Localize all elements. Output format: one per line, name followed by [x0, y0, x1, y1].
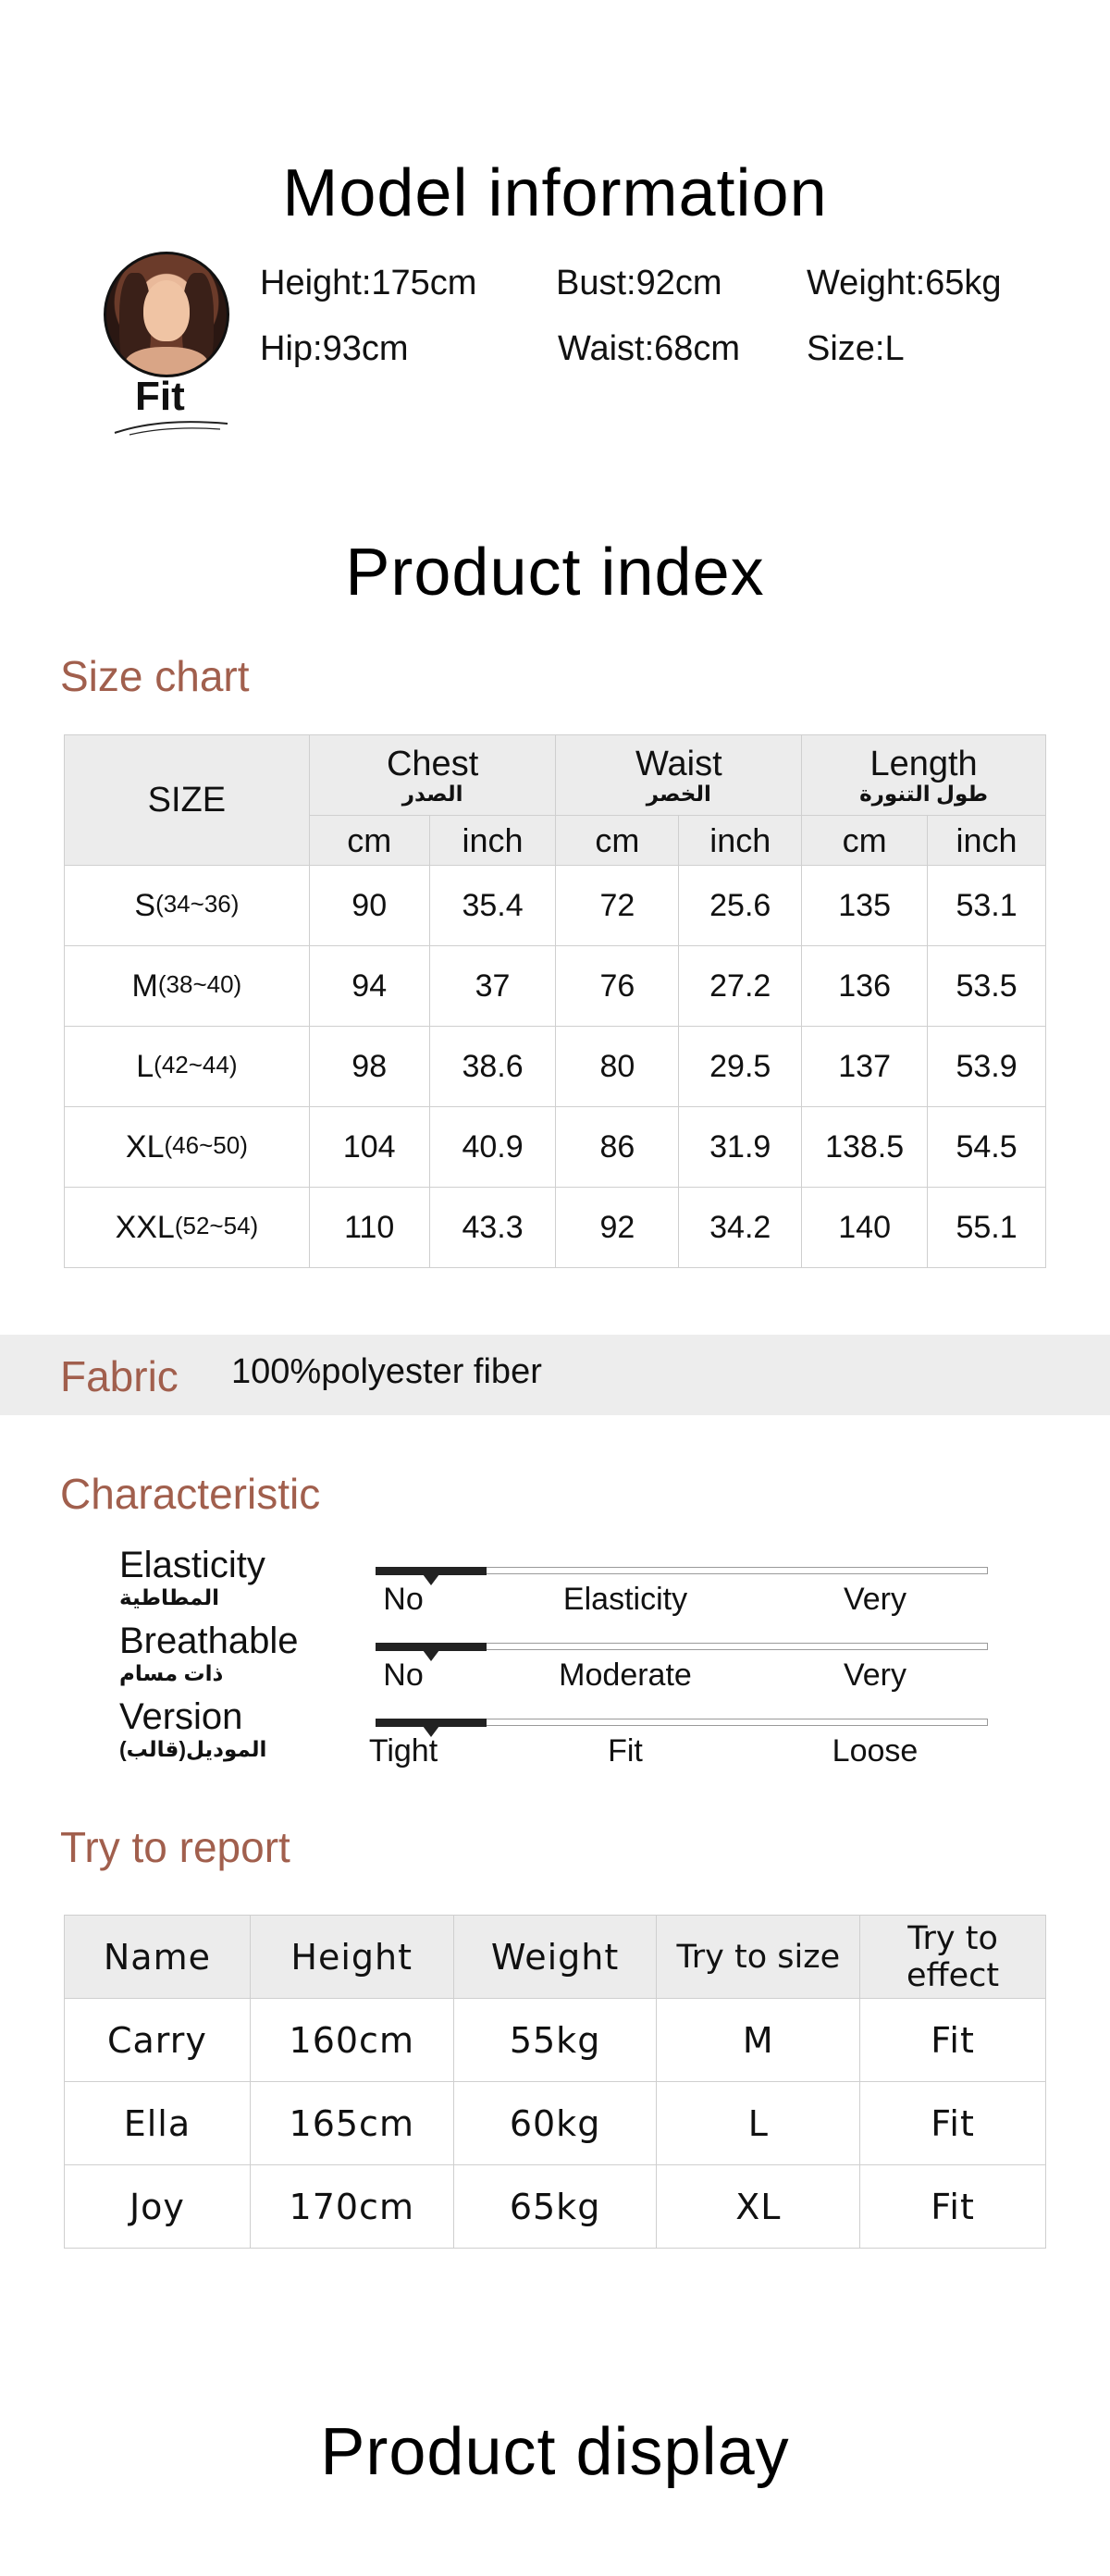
size-row [65, 946, 1046, 1027]
chest-header: Chest الصدر [309, 735, 556, 816]
measurement-cell: 90 [309, 866, 429, 946]
try-report-label: Try to report [60, 1823, 290, 1871]
measurement-cell: 92 [556, 1188, 679, 1268]
measurement-cell: 54.5 [928, 1107, 1046, 1188]
measurement-cell: 80 [556, 1027, 679, 1107]
size-cell: L(42~44) [65, 1027, 310, 1107]
report-cell: Fit [860, 2165, 1046, 2249]
unit-header: inch [928, 816, 1046, 866]
size-cell: S(34~36) [65, 866, 310, 946]
report-cell: Ella [65, 2082, 251, 2165]
characteristic-scale-label: Very [843, 1658, 907, 1693]
measurement-cell: 76 [556, 946, 679, 1027]
report-cell: Joy [65, 2165, 251, 2249]
report-row [65, 2165, 1046, 2249]
characteristic-scale-label: Elasticity [562, 1582, 688, 1617]
measurement-cell: 35.4 [429, 866, 556, 946]
report-cell: 170cm [250, 2165, 453, 2249]
size-cell: XL(46~50) [65, 1107, 310, 1188]
unit-header: inch [679, 816, 802, 866]
length-header: Length طول التنورة [802, 735, 1046, 816]
report-header-try-size: Try to size [657, 1916, 860, 1999]
fit-swoosh-icon [111, 414, 231, 438]
model-waist: Waist:68cm [558, 329, 741, 368]
characteristic-scale-label: No [383, 1582, 424, 1617]
measurement-cell: 104 [309, 1107, 429, 1188]
measurement-cell: 94 [309, 946, 429, 1027]
unit-header: cm [802, 816, 928, 866]
characteristic-scale-label: Very [843, 1582, 907, 1617]
report-cell: 60kg [453, 2082, 657, 2165]
report-cell: 165cm [250, 2082, 453, 2165]
measurement-cell: 55.1 [928, 1188, 1046, 1268]
measurement-cell: 29.5 [679, 1027, 802, 1107]
report-cell: XL [657, 2165, 860, 2249]
size-row [65, 866, 1046, 946]
measurement-cell: 25.6 [679, 866, 802, 946]
size-header: SIZE [65, 735, 310, 866]
product-display-title: Product display [320, 2415, 790, 2489]
report-cell: Fit [860, 1999, 1046, 2082]
measurement-cell: 140 [802, 1188, 928, 1268]
report-cell: L [657, 2082, 860, 2165]
size-cell: M(38~40) [65, 946, 310, 1027]
characteristic-scale-label: Moderate [559, 1658, 692, 1693]
size-chart-table [64, 734, 1046, 1268]
fabric-label: Fabric [60, 1352, 179, 1400]
measurement-cell: 38.6 [429, 1027, 556, 1107]
product-index-title: Product index [345, 536, 765, 610]
fit-logo-label: Fit [135, 374, 185, 419]
characteristic-scale-label: No [383, 1658, 424, 1693]
report-cell: 65kg [453, 2165, 657, 2249]
report-row [65, 2082, 1046, 2165]
characteristic-scale-label: Tight [368, 1733, 438, 1769]
model-height: Height:175cm [260, 264, 477, 302]
report-cell: 160cm [250, 1999, 453, 2082]
size-cell: XXL(52~54) [65, 1188, 310, 1268]
measurement-cell: 37 [429, 946, 556, 1027]
measurement-cell: 136 [802, 946, 928, 1027]
measurement-cell: 53.1 [928, 866, 1046, 946]
report-cell: M [657, 1999, 860, 2082]
size-row [65, 1107, 1046, 1188]
waist-header-arabic: الخصر [646, 782, 711, 806]
measurement-cell: 31.9 [679, 1107, 802, 1188]
measurement-cell: 110 [309, 1188, 429, 1268]
characteristic-scale-label: Fit [608, 1733, 643, 1769]
characteristic-name-arabic: (الموديل(قالب [119, 1737, 267, 1761]
model-hip: Hip:93cm [260, 329, 409, 368]
measurement-cell: 53.5 [928, 946, 1046, 1027]
model-weight: Weight:65kg [807, 264, 1002, 302]
measurement-cell: 53.9 [928, 1027, 1046, 1107]
unit-header: inch [429, 816, 556, 866]
measurement-cell: 40.9 [429, 1107, 556, 1188]
characteristic-label: Characteristic [60, 1470, 321, 1518]
measurement-cell: 137 [802, 1027, 928, 1107]
characteristic-name-arabic: ذات مسام [119, 1661, 224, 1685]
measurement-cell: 138.5 [802, 1107, 928, 1188]
size-row [65, 1188, 1046, 1268]
size-chart-label: Size chart [60, 652, 250, 700]
measurement-cell: 72 [556, 866, 679, 946]
measurement-cell: 135 [802, 866, 928, 946]
report-row [65, 1999, 1046, 2082]
chest-header-arabic: الصدر [401, 782, 463, 806]
characteristic-scale-label: Loose [832, 1733, 919, 1769]
measurement-cell: 27.2 [679, 946, 802, 1027]
fabric-value: 100%polyester fiber [231, 1352, 542, 1391]
measurement-cell: 43.3 [429, 1188, 556, 1268]
characteristic-name: Elasticity [119, 1545, 265, 1585]
length-header-arabic: طول التنورة [859, 782, 989, 806]
report-header-height: Height [250, 1916, 453, 1999]
size-row [65, 1027, 1046, 1107]
report-cell: Fit [860, 2082, 1046, 2165]
try-report-table [64, 1915, 1046, 2249]
characteristic-name-arabic: المطاطية [119, 1585, 219, 1609]
measurement-cell: 34.2 [679, 1188, 802, 1268]
model-info-title: Model information [282, 156, 828, 230]
unit-header: cm [309, 816, 429, 866]
report-header-name: Name [65, 1916, 251, 1999]
report-header-try-effect: Try to effect [860, 1916, 1046, 1999]
model-avatar [104, 252, 229, 377]
measurement-cell: 86 [556, 1107, 679, 1188]
characteristic-name: Version [119, 1696, 243, 1737]
measurement-cell: 98 [309, 1027, 429, 1107]
report-header-weight: Weight [453, 1916, 657, 1999]
report-cell: Carry [65, 1999, 251, 2082]
waist-header: Waist الخصر [556, 735, 802, 816]
unit-header: cm [556, 816, 679, 866]
report-cell: 55kg [453, 1999, 657, 2082]
model-bust: Bust:92cm [556, 264, 722, 302]
characteristic-name: Breathable [119, 1621, 299, 1661]
model-size: Size:L [807, 329, 905, 368]
